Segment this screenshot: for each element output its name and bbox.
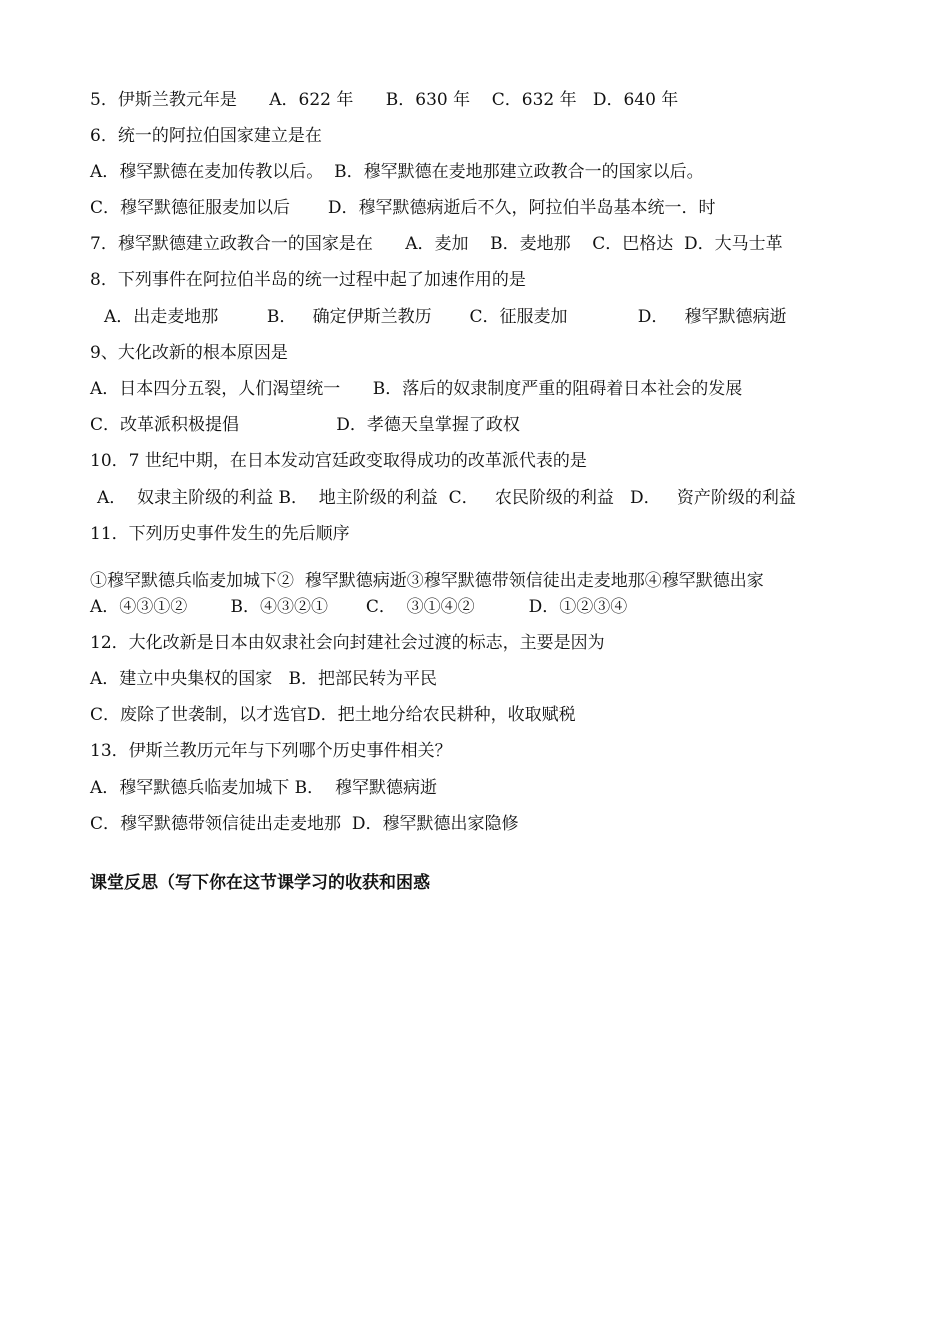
question-8: 8．下列事件在阿拉伯半岛的统一过程中起了加速作用的是 <box>90 270 526 290</box>
question-13: 13．伊斯兰教历元年与下列哪个历史事件相关？ <box>90 741 452 761</box>
question-9-options-cd: C．改革派积极提倡 D．孝德天皇掌握了政权 <box>90 415 520 435</box>
question-5: 5．伊斯兰教元年是 A．622 年 B．630 年 C．632 年 D．640 年 <box>90 90 679 110</box>
question-11-options: A．④③①② B．④③②① C． ③①④② D．①②③④ <box>90 597 628 617</box>
question-8-options: A．出走麦地那 B． 确定伊斯兰教历 C．征服麦加 D． 穆罕默德病逝 <box>104 307 787 327</box>
question-7: 7．穆罕默德建立政教合一的国家是在 A．麦加 B．麦地那 C．巴格达 D．大马士革 <box>90 234 783 254</box>
question-9-options-ab: A．日本四分五裂，人们渴望统一 B．落后的奴隶制度严重的阻碍着日本社会的发展 <box>90 379 743 399</box>
question-9: 9、大化改新的根本原因是 <box>90 343 288 363</box>
question-10: 10．7 世纪中期，在日本发动宫廷政变取得成功的改革派代表的是 <box>90 451 587 471</box>
question-12: 12．大化改新是日本由奴隶社会向封建社会过渡的标志，主要是因为 <box>90 633 605 653</box>
question-6: 6．统一的阿拉伯国家建立是在 <box>90 126 322 146</box>
question-6-options-cd: C．穆罕默德征服麦加以后 D．穆罕默德病逝后不久，阿拉伯半岛基本统一．时 <box>90 198 716 218</box>
question-11: 11．下列历史事件发生的先后顺序 <box>90 524 350 544</box>
question-13-options-cd: C．穆罕默德带领信徒出走麦地那 D．穆罕默德出家隐修 <box>90 814 519 834</box>
question-6-options-ab: A．穆罕默德在麦加传教以后。 B．穆罕默德在麦地那建立政教合一的国家以后。 <box>90 162 704 182</box>
question-11-events: ①穆罕默德兵临麦加城下② 穆罕默德病逝③穆罕默德带领信徒出走麦地那④穆罕默德出家 <box>90 571 764 591</box>
reflection-heading: 课堂反思（写下你在这节课学习的收获和困惑 <box>90 873 430 893</box>
question-13-options-ab: A．穆罕默德兵临麦加城下 B． 穆罕默德病逝 <box>90 778 437 798</box>
question-12-options-cd: C．废除了世袭制，以才选官D．把土地分给农民耕种，收取赋税 <box>90 705 576 725</box>
question-12-options-ab: A．建立中央集权的国家 B．把部民转为平民 <box>90 669 437 689</box>
question-10-options: A． 奴隶主阶级的利益 B． 地主阶级的利益 C． 农民阶级的利益 D． 资产阶级的利益 <box>97 488 796 508</box>
